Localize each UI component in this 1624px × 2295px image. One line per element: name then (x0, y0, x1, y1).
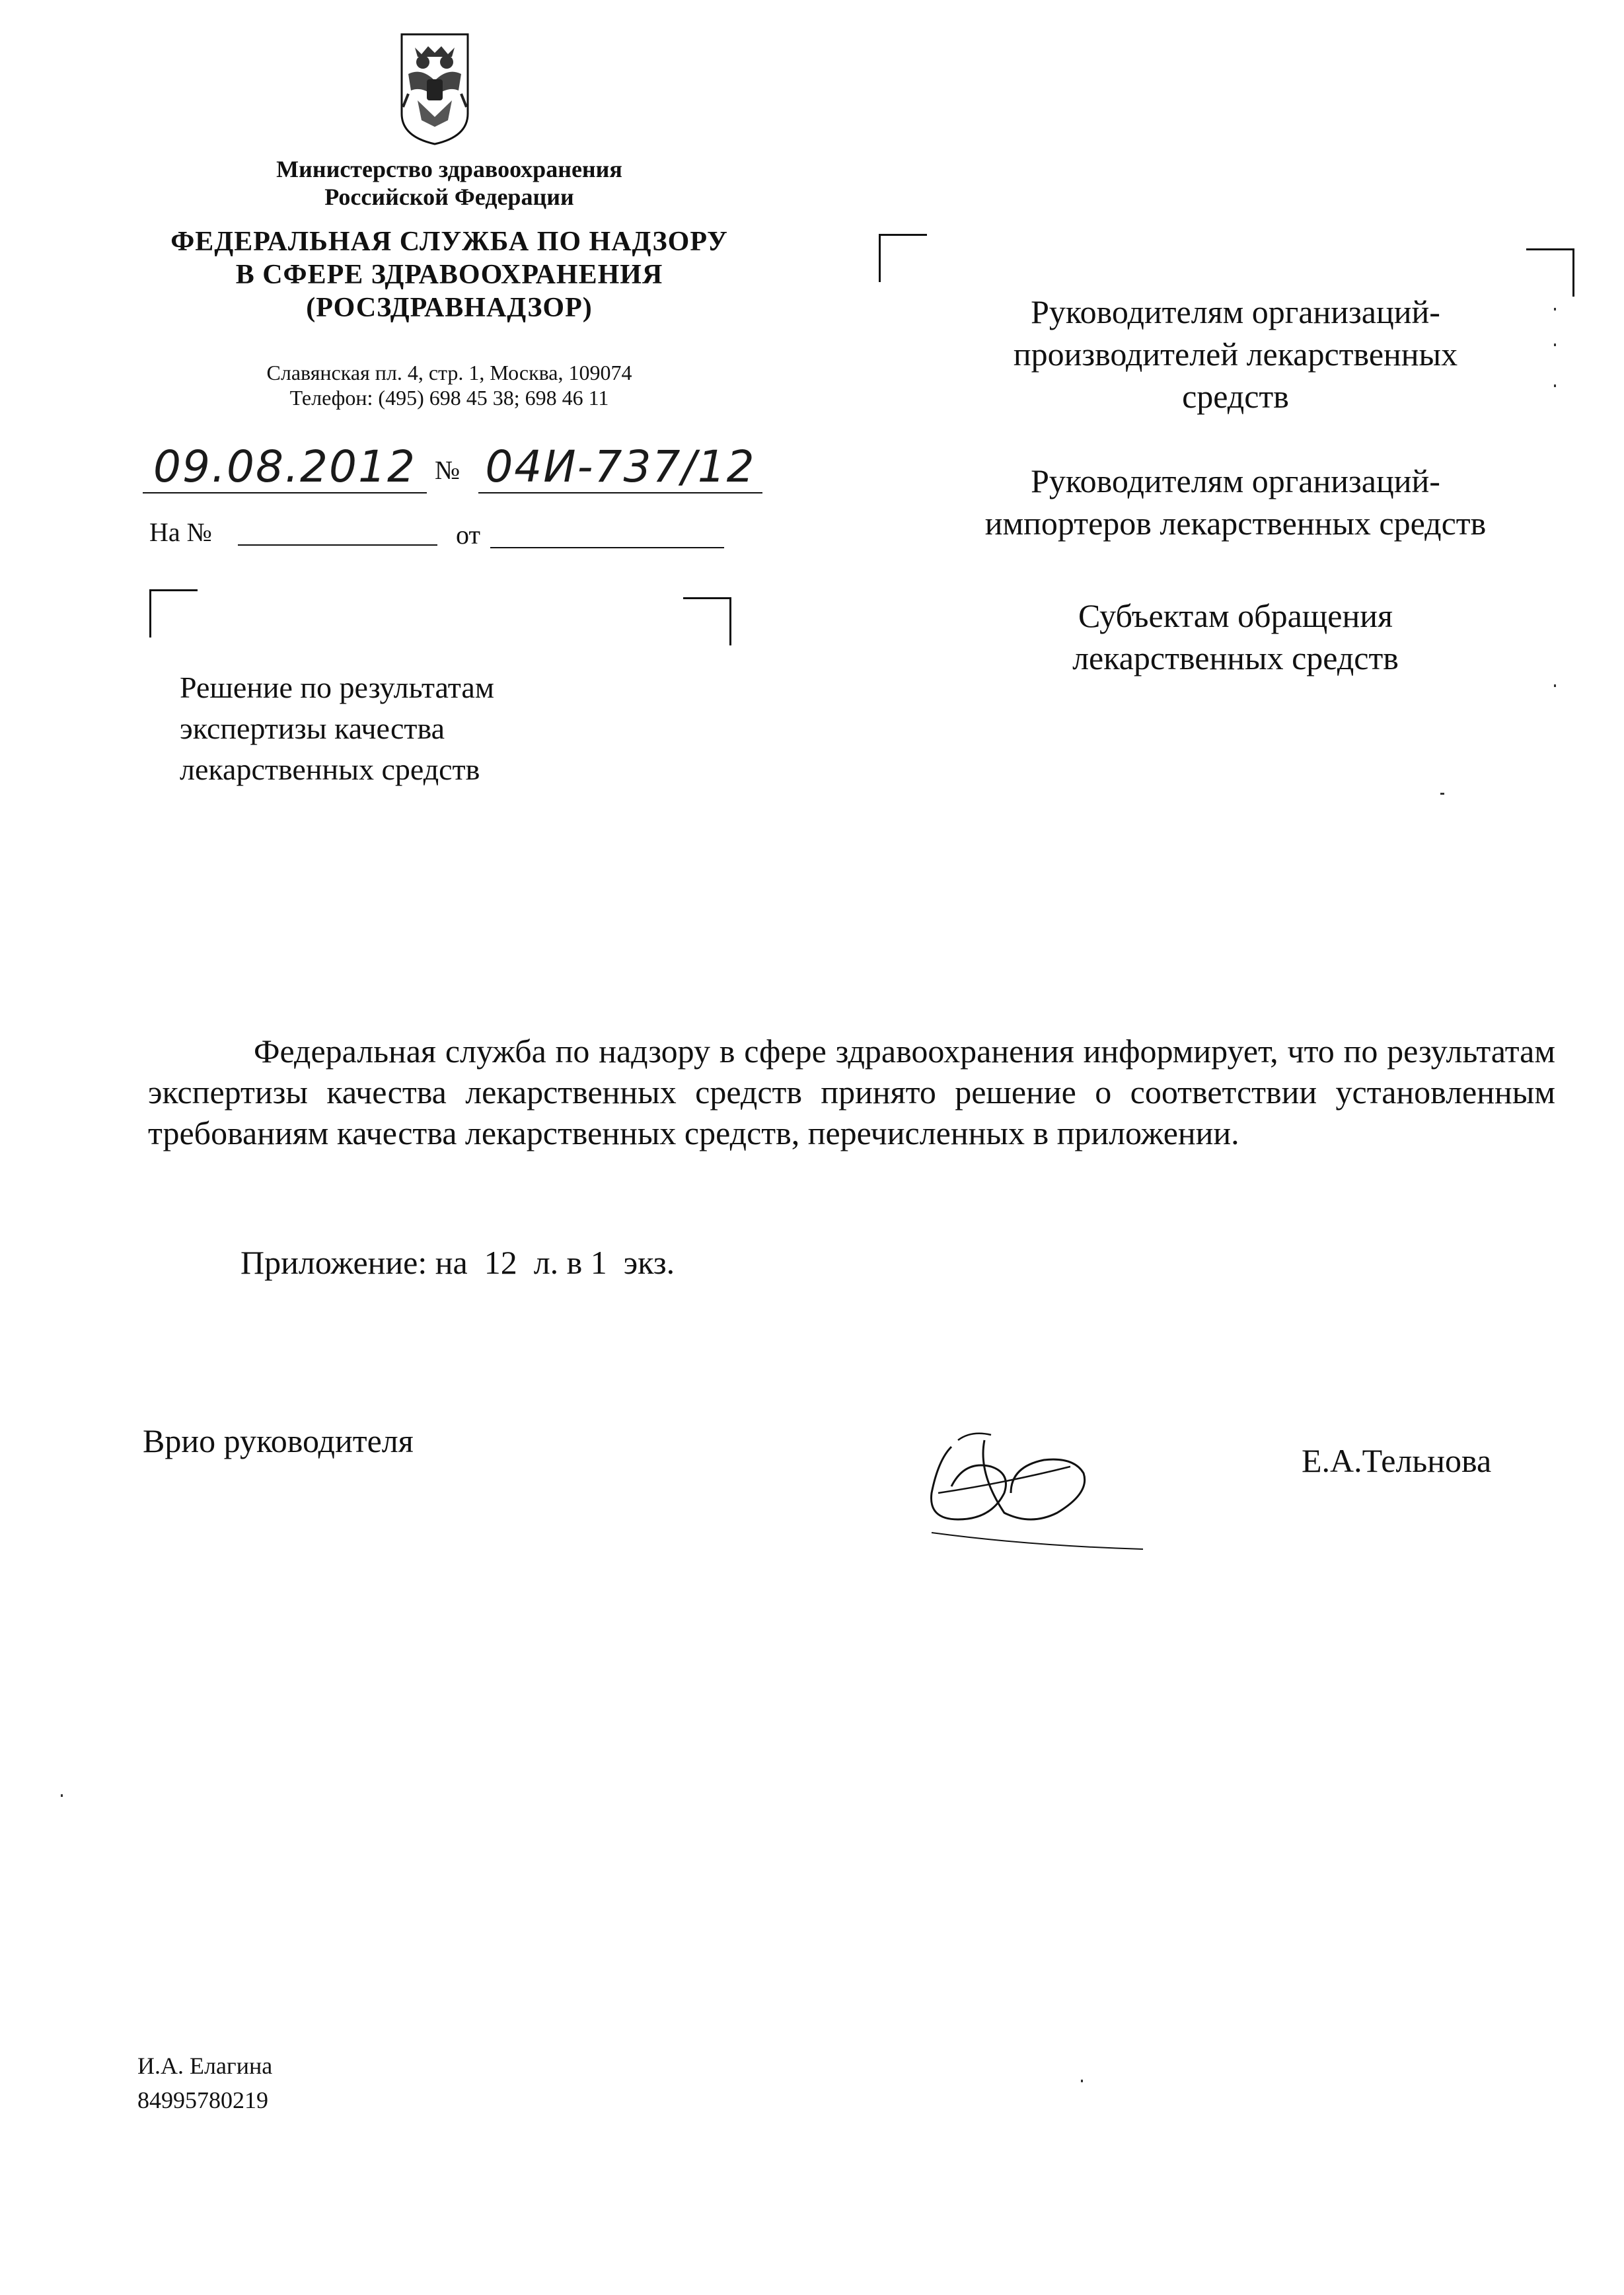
recipient-2-line2: импортеров лекарственных средств (984, 505, 1487, 542)
from-label: от (456, 520, 480, 550)
registration-line (143, 441, 756, 494)
scan-speck (61, 1794, 63, 1797)
executor-phone: 84995780219 (137, 2087, 268, 2113)
recipient-2-line1: Руководителям организаций- (1031, 462, 1440, 499)
recipient-3-line1: Субъектам обращения (1078, 597, 1393, 634)
subject (180, 667, 682, 790)
recipient-block-1 (925, 291, 1546, 418)
executor-name: И.А. Елагина (137, 2053, 273, 2079)
recipient-corner-right (1526, 248, 1574, 297)
ministry-name-line1: Министерство здравоохранения (276, 156, 622, 182)
reply-line (149, 517, 744, 556)
subject-line2: экспертизы качества (180, 711, 445, 745)
service-name-line3: (РОСЗДРАВНАДЗОР) (306, 293, 593, 323)
phone: Телефон: (495) 698 45 38; 698 46 11 (289, 386, 609, 410)
reply-number-blank (238, 544, 437, 546)
scan-speck (1554, 344, 1556, 346)
reply-label: На № (149, 517, 212, 547)
recipient-block-2 (925, 460, 1546, 544)
registration-number: 04И-737/12 (478, 441, 762, 493)
corner-mark-left (149, 589, 198, 638)
scan-speck (1554, 308, 1556, 310)
signatory-name: Е.А.Тельнова (1302, 1442, 1492, 1479)
recipient-corner-left (879, 234, 927, 282)
service-name-line1: ФЕДЕРАЛЬНАЯ СЛУЖБА ПО НАДЗОРУ (170, 227, 728, 257)
recipient-1-line1: Руководителям организаций- (1031, 293, 1440, 330)
scan-speck (1554, 384, 1556, 387)
scan-speck (1554, 684, 1556, 687)
recipient-1-line2: производителей лекарственных (1013, 336, 1458, 373)
registration-date: 09.08.2012 (143, 441, 427, 493)
service-name-line2: В СФЕРЕ ЗДРАВООХРАНЕНИЯ (235, 260, 663, 290)
scan-speck (1081, 2080, 1083, 2082)
signatory-position: Врио руководителя (143, 1422, 414, 1459)
body-paragraph: Федеральная служба по надзору в сфере здравоохранения информирует, что по результатам экспертизы качества лекарственных средств принято решение о соответствии установленным требованиям качества лекарственных средств, перечисленных в приложении. (148, 1033, 1555, 1151)
address: Славянская пл. 4, стр. 1, Москва, 109074 (266, 361, 632, 384)
recipient-1-line3: средств (1182, 378, 1289, 415)
reply-date-blank (490, 547, 724, 548)
subject-line1: Решение по результатам (180, 671, 494, 704)
coat-of-arms-icon (395, 28, 474, 147)
corner-mark-right (683, 597, 731, 645)
attachment-note: Приложение: на 12 л. в 1 экз. (240, 1244, 675, 1281)
subject-line3: лекарственных средств (180, 752, 480, 786)
recipient-3-line2: лекарственных средств (1072, 639, 1399, 676)
scan-speck (1440, 793, 1444, 795)
number-sign: № (435, 455, 461, 485)
ministry-name-line2: Российской Федерации (324, 184, 574, 210)
handwritten-signature (912, 1420, 1150, 1559)
recipient-block-3 (925, 595, 1546, 679)
